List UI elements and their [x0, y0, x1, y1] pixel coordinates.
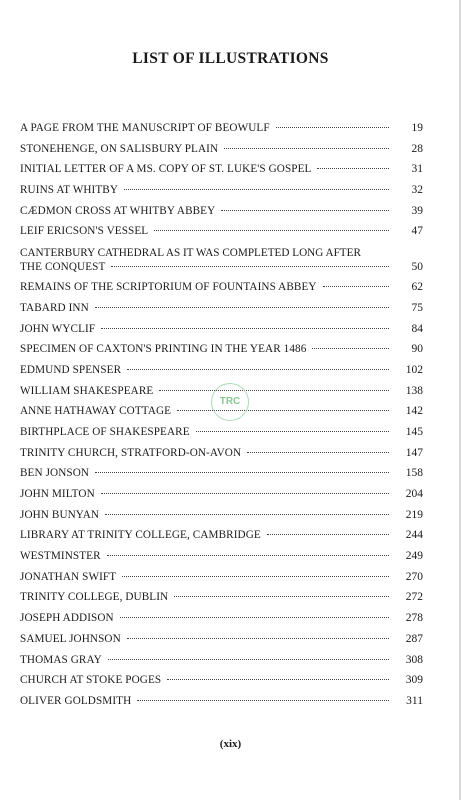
page-reference: 204 — [405, 488, 423, 500]
page-reference: 219 — [405, 508, 423, 521]
entry-line — [20, 277, 423, 298]
list-item — [20, 277, 423, 298]
entry-line — [20, 139, 423, 160]
illustration-title: LEIF ERICSON'S VESSEL — [20, 225, 149, 238]
entry-line — [20, 298, 423, 319]
dot-leader — [95, 307, 389, 308]
page-reference: 272 — [405, 591, 423, 604]
illustration-title: JOSEPH ADDISON — [20, 612, 114, 625]
entry-line — [20, 587, 423, 608]
list-item — [20, 525, 423, 546]
illustration-title: SAMUEL JOHNSON — [20, 632, 121, 645]
illustration-title: JOHN WYCLIF — [20, 322, 96, 335]
dot-leader — [120, 617, 389, 618]
illustration-title: ANNE HATHAWAY COTTAGE — [20, 405, 172, 418]
page-reference: 47 — [411, 225, 423, 238]
dot-leader — [127, 369, 389, 370]
dot-leader — [101, 328, 389, 329]
list-item — [20, 650, 423, 671]
entry-line — [20, 484, 423, 505]
page-reference: 90 — [411, 343, 423, 356]
entry-line — [20, 670, 423, 691]
dot-leader — [317, 168, 389, 169]
illustration-title: RUINS AT WHITBY — [20, 184, 119, 197]
list-item — [20, 567, 423, 588]
entry-line — [20, 691, 423, 712]
dot-leader — [124, 189, 389, 190]
dot-leader — [159, 390, 389, 391]
page-reference: 28 — [411, 142, 423, 155]
page-reference: 84 — [411, 322, 423, 335]
entry-line — [20, 339, 423, 360]
list-item — [20, 608, 423, 629]
illustration-title: SPECIMEN OF CAXTON'S PRINTING IN THE YEAR 1486 — [20, 343, 307, 356]
entry-line — [20, 159, 423, 180]
illustration-title: BEN JONSON — [20, 467, 90, 480]
entry-line — [20, 505, 423, 526]
illustration-title: JONATHAN SWIFT — [20, 570, 117, 583]
dot-leader — [108, 659, 389, 660]
list-item — [20, 691, 423, 712]
illustration-title: CÆDMON CROSS AT WHITBY ABBEY — [20, 204, 216, 217]
entry-line — [20, 319, 423, 340]
dot-leader — [174, 596, 389, 597]
illustration-title: STONEHENGE, ON SALISBURY PLAIN — [20, 142, 219, 155]
illustration-title: WILLIAM SHAKESPEARE — [20, 384, 154, 397]
dot-leader — [122, 576, 389, 577]
illustration-title: THOMAS GRAY — [20, 653, 102, 666]
page-reference: 142 — [405, 405, 423, 418]
page-reference: 270 — [405, 570, 423, 583]
watermark-stamp: TRC — [211, 383, 249, 421]
list-item — [20, 463, 423, 484]
entry-line — [20, 608, 423, 629]
illustration-title-continuation: THE CONQUEST — [20, 261, 106, 274]
illustration-title: EDMUND SPENSER — [20, 363, 122, 376]
dot-leader — [323, 286, 389, 287]
list-item — [20, 118, 423, 139]
illustration-title: REMAINS OF THE SCRIPTORIUM OF FOUNTAINS ABBEY — [20, 281, 317, 294]
list-item — [20, 422, 423, 443]
page-reference: 249 — [405, 550, 423, 563]
dot-leader — [167, 679, 389, 680]
page-reference: 62 — [411, 281, 423, 294]
page-reference: 308 — [405, 653, 423, 666]
illustration-title: LIBRARY AT TRINITY COLLEGE, CAMBRIDGE — [20, 529, 261, 542]
list-item — [20, 319, 423, 340]
entry-line — [20, 546, 423, 567]
dot-leader — [177, 410, 389, 411]
dot-leader — [267, 534, 389, 535]
page-reference: 138 — [405, 384, 423, 397]
list-item — [20, 484, 423, 505]
page-number: (xix) — [219, 738, 242, 750]
dot-leader — [107, 555, 389, 556]
entry-line — [20, 201, 423, 222]
list-item — [20, 670, 423, 691]
page-reference: 19 — [411, 122, 423, 134]
page-reference: 50 — [411, 261, 423, 274]
dot-leader — [137, 700, 389, 701]
page-reference: 102 — [405, 363, 423, 376]
page-title: LIST OF ILLUSTRATIONS — [132, 50, 329, 67]
entry-line — [20, 463, 423, 484]
dot-leader — [111, 266, 389, 267]
illustration-title: CHURCH AT STOKE POGES — [20, 674, 162, 687]
illustration-title: TRINITY CHURCH, STRATFORD-ON-AVON — [20, 446, 242, 459]
entry-line — [20, 629, 423, 650]
entry-line — [20, 422, 423, 443]
list-item — [20, 180, 423, 201]
list-item — [20, 298, 423, 319]
list-item — [20, 587, 423, 608]
list-item — [20, 242, 423, 277]
illustration-title: OLIVER GOLDSMITH — [20, 694, 132, 707]
list-item — [20, 159, 423, 180]
dot-leader — [127, 638, 389, 639]
illustration-title: TABARD INN — [20, 301, 89, 314]
page-reference: 32 — [411, 184, 423, 197]
entry-line — [20, 118, 423, 139]
entry-line — [20, 180, 423, 201]
illustration-title: JOHN BUNYAN — [20, 508, 100, 521]
page-reference: 75 — [411, 301, 423, 314]
page-reference: 311 — [406, 694, 423, 707]
illustration-title: WESTMINSTER — [20, 550, 101, 563]
page-reference: 309 — [405, 674, 423, 687]
dot-leader — [105, 514, 389, 515]
entry-line — [20, 260, 423, 274]
list-item — [20, 221, 423, 242]
dot-leader — [154, 230, 389, 231]
page-reference: 278 — [405, 612, 423, 625]
illustration-title: CANTERBURY CATHEDRAL AS IT WAS COMPLETED LONG AFTER — [20, 247, 361, 260]
entry-line — [20, 650, 423, 671]
entry-line — [20, 525, 423, 546]
dot-leader — [196, 431, 389, 432]
page-reference: 145 — [405, 425, 423, 438]
entry-line — [20, 360, 423, 381]
dot-leader — [224, 148, 389, 149]
dot-leader — [312, 348, 389, 349]
list-item — [20, 201, 423, 222]
dot-leader — [95, 472, 389, 473]
page-reference: 158 — [405, 467, 423, 480]
entry-line — [20, 443, 423, 464]
page-reference: 31 — [411, 163, 423, 176]
dot-leader — [247, 452, 389, 453]
illustration-title: BIRTHPLACE OF SHAKESPEARE — [20, 425, 190, 438]
list-item — [20, 629, 423, 650]
list-item — [20, 139, 423, 160]
list-item — [20, 443, 423, 464]
illustration-title: TRINITY COLLEGE, DUBLIN — [20, 591, 169, 604]
list-item — [20, 360, 423, 381]
list-item — [20, 505, 423, 526]
page-reference: 39 — [411, 204, 423, 217]
list-item — [20, 546, 423, 567]
page-reference: 244 — [405, 529, 423, 542]
illustration-title: INITIAL LETTER OF A MS. COPY OF ST. LUKE'S GOSPEL — [20, 163, 312, 176]
illustration-title: A PAGE FROM THE MANUSCRIPT OF BEOWULF — [20, 122, 270, 134]
list-item — [20, 339, 423, 360]
dot-leader — [276, 127, 389, 128]
dot-leader — [221, 210, 389, 211]
dot-leader — [101, 493, 389, 494]
page-reference: 147 — [405, 446, 423, 459]
illustration-title: JOHN MILTON — [20, 488, 95, 500]
entry-line — [20, 221, 423, 242]
entry-line — [20, 567, 423, 588]
page-reference: 287 — [405, 632, 423, 645]
